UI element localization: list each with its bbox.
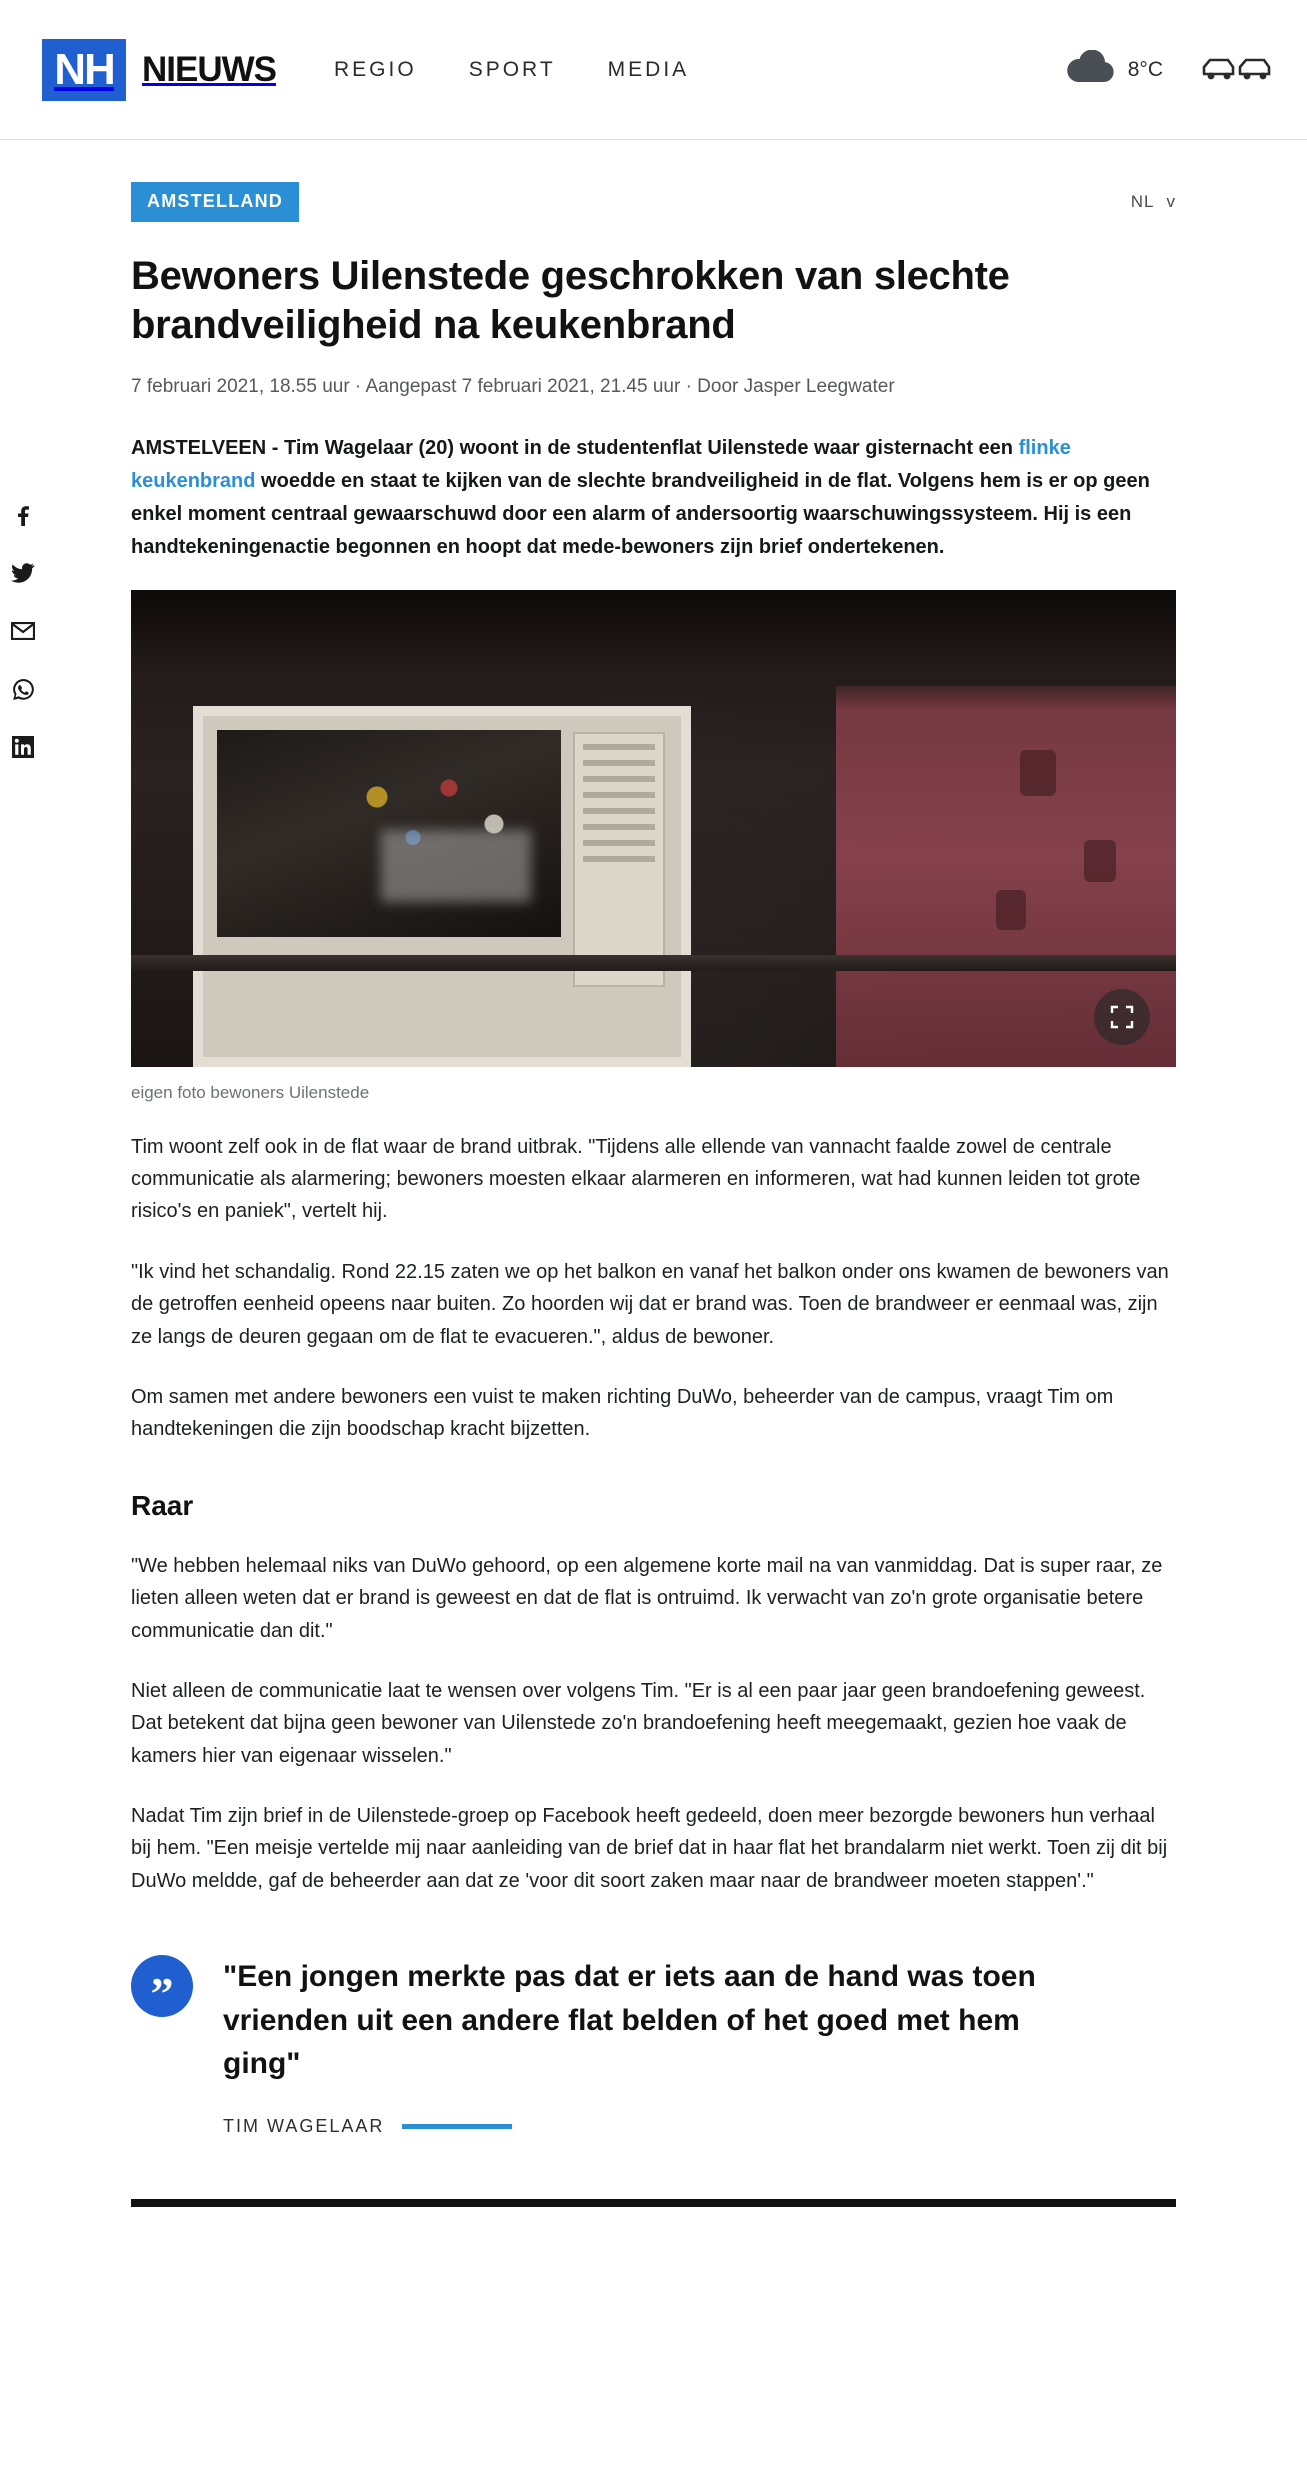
quote-rule: [402, 2124, 512, 2129]
share-email[interactable]: [8, 616, 38, 646]
expand-icon[interactable]: [1094, 989, 1150, 1045]
traffic-car-icon[interactable]: [1201, 50, 1273, 89]
page: [0, 140, 1307, 2207]
nav-regio[interactable]: REGIO: [334, 57, 417, 81]
language-value: NL: [1130, 192, 1155, 211]
main-nav: [334, 58, 689, 82]
header-right: [1064, 50, 1273, 89]
hero-soot: [131, 590, 1176, 710]
section-subheading: Raar: [131, 1489, 194, 1521]
site-header: [0, 0, 1307, 140]
quote-attribution: [223, 2116, 1043, 2137]
language-selector[interactable]: [1131, 192, 1176, 212]
hero-image[interactable]: [131, 590, 1176, 1067]
bottom-divider: [131, 2199, 1176, 2207]
article-intro: [131, 432, 1176, 564]
intro-rest: woedde en staat te kijken van de slechte brandveiligheid in de flat. Volgens hem is er op geen enkel moment centraal gewaarschuwd door een alarm of andersoortig waarschuwingssysteem. Hij is een handtekeningenactie begonnen en hoopt dat mede-bewoners zijn brief ondertekenen.: [131, 469, 1150, 558]
logo-mark: [36, 39, 132, 101]
hero-detail-1: [1020, 750, 1056, 796]
share-linkedin[interactable]: [8, 732, 38, 762]
quote-mark-icon: ”: [131, 1955, 193, 2017]
nav-sport[interactable]: SPORT: [468, 57, 556, 81]
site-logo[interactable]: [36, 39, 276, 101]
share-whatsapp[interactable]: [8, 674, 38, 704]
paragraph: "We hebben helemaal niks van DuWo gehoord, op een algemene korte mail na van vanmiddag. Dat is super raar, ze lieten alleen weten dat er brand is geweest en dat de flat is ontruimd. Ik verwacht van zo'n grote organisatie betere communicatie dan dit.": [131, 1554, 1163, 1642]
quote-text: "Een jongen merkte pas dat er iets aan de hand was toen vrienden uit een andere flat belden of het goed met hem ging": [223, 1960, 1036, 2081]
article-meta-row: [131, 140, 1176, 222]
page-title: Bewoners Uilenstede geschrokken van slechte brandveiligheid na keukenbrand: [131, 254, 1010, 347]
byline: 7 februari 2021, 18.55 uur · Aangepast 7 februari 2021, 21.45 uur · Door Jasper Leegwater: [131, 375, 895, 397]
nav-media[interactable]: MEDIA: [607, 57, 690, 81]
weather-widget[interactable]: [1064, 50, 1163, 89]
quote-author-name: TIM WAGELAAR: [223, 2115, 385, 2136]
hero-detail-3: [996, 890, 1026, 930]
logo-initials: NH: [54, 44, 114, 94]
cloud-icon: [1064, 50, 1116, 89]
logo-wordmark: NIEUWS: [142, 49, 276, 89]
paragraph: Om samen met andere bewoners een vuist te maken richting DuWo, beheerder van de campus, vraagt Tim om handtekeningen die zijn boodschap kracht bijzetten.: [131, 1385, 1114, 1441]
intro-link[interactable]: flinke keukenbrand: [131, 436, 1071, 492]
hero-door-panel: [573, 732, 665, 987]
article-body: [131, 1131, 1176, 1898]
hero-detail-2: [1084, 840, 1116, 882]
paragraph: Nadat Tim zijn brief in de Uilenstede-groep op Facebook heeft gedeeld, doen meer bezorgde bewoners hun verhaal bij hem. "Een meisje vertelde mij naar aanleiding van de brief dat in haar flat het brandalarm niet werkt. Toen zij dit bij DuWo meldde, gaf de beheerder aan dat ze 'voor dit soort zaken maar naar de brandweer moeten stappen'.": [131, 1805, 1168, 1892]
paragraph: Tim woont zelf ook in de flat waar de brand uitbrak. "Tijdens alle ellende van vannacht faalde zowel de centrale communicatie als alarmering; bewoners moesten elkaar alarmeren en informeren, wat had kunnen leiden tot grote risico's en paniek", vertelt hij.: [131, 1135, 1141, 1223]
hero-counter: [131, 955, 1176, 971]
share-facebook[interactable]: [8, 500, 38, 530]
pull-quote: [131, 1955, 1176, 2137]
weather-temperature: 8°C: [1127, 57, 1163, 81]
share-twitter[interactable]: [8, 558, 38, 588]
paragraph: Niet alleen de communicatie laat te wensen over volgens Tim. "Er is al een paar jaar geen brandoefening geweest. Dat betekent dat bijna geen bewoner van Uilenstede zo'n brandoefening heeft meegemaakt, gezien hoe vaak de kamers hier van eigenaar wisselen.": [131, 1679, 1146, 1767]
image-caption: eigen foto bewoners Uilenstede: [131, 1082, 370, 1102]
paragraph: "Ik vind het schandalig. Rond 22.15 zaten we op het balkon en vanaf het balkon onder ons kwamen de bewoners van de getroffen eenheid opeens naar buiten. Zo hoorden wij dat er brand was. Toen de brandweer er eenmaal was, zijn ze langs de deuren gegaan om de flat te evacueren.", aldus de bewoner.: [131, 1260, 1169, 1348]
article-container: [131, 140, 1176, 2177]
intro-lead: AMSTELVEEN - Tim Wagelaar (20) woont in de studentenflat Uilenstede waar gisternacht een: [131, 436, 1019, 459]
share-rail: [8, 500, 48, 762]
hero-blurred-area: [381, 830, 531, 902]
category-tag[interactable]: AMSTELLAND: [131, 182, 299, 222]
chevron-down-icon: v: [1166, 192, 1176, 211]
